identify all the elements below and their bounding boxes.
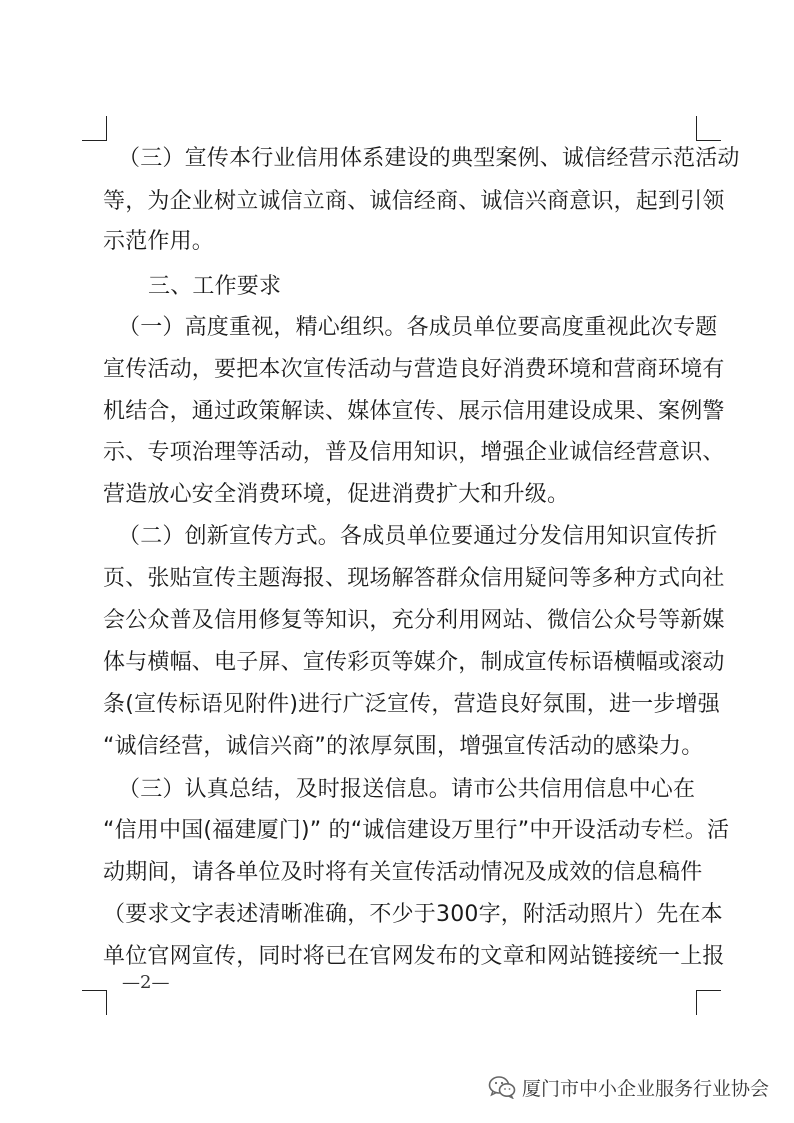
text-line: 单位官网宣传，同时将已在官网发布的文章和网站链接统一上报 [103, 944, 725, 969]
text-line: “诚信经营，诚信兴商”的浓厚氛围，增强宣传活动的感染力。 [103, 734, 704, 759]
watermark-text: 厦门市中小企业服务行业协会 [522, 1077, 770, 1100]
text-line: （要求文字表述清晰准确，不少于300字，附活动照片）先在本 [103, 902, 723, 927]
text-line: “信用中国(福建厦门)” 的“诚信建设万里行”中开设活动专栏。活 [103, 818, 730, 843]
corner-mark-bottom-left [82, 990, 107, 1015]
section-heading: 三、工作要求 [148, 274, 282, 299]
text-line: 机结合，通过政策解读、媒体宣传、展示信用建设成果、案例警 [103, 399, 725, 424]
text-line: （二）创新宣传方式。各成员单位要通过分发信用知识宣传折 [118, 524, 718, 549]
watermark [488, 1072, 769, 1102]
text-line: 宣传活动，要把本次宣传活动与营造良好消费环境和营商环境有 [103, 357, 725, 382]
text-line: 等，为企业树立诚信立商、诚信经商、诚信兴商意识，起到引领 [103, 189, 725, 214]
text-line: 会公众普及信用修复等知识，充分利用网站、微信公众号等新媒 [103, 608, 725, 633]
text-line: 体与横幅、电子屏、宣传彩页等媒介，制成宣传标语横幅或滚动 [103, 650, 725, 675]
text-line: 示、专项治理等活动，普及信用知识，增强企业诚信经营意识、 [103, 440, 725, 465]
corner-mark-bottom-right [696, 990, 721, 1015]
text-line: （一）高度重视，精心组织。各成员单位要高度重视此次专题 [118, 315, 718, 340]
corner-mark-top-left [82, 116, 107, 141]
text-line: 页、张贴宣传主题海报、现场解答群众信用疑问等多种方式向社 [103, 566, 725, 591]
text-line: （三）认真总结，及时报送信息。请市公共信用信息中心在 [118, 777, 696, 802]
text-line: 动期间，请各单位及时将有关宣传活动情况及成效的信息稿件 [103, 860, 703, 885]
text-line: 示范作用。 [103, 229, 215, 254]
text-line: （三）宣传本行业信用体系建设的典型案例、诚信经营示范活动 [118, 146, 740, 171]
text-line: 营造放心安全消费环境，促进消费扩大和升级。 [103, 482, 570, 507]
wechat-icon [488, 1075, 516, 1099]
corner-mark-top-right [696, 116, 721, 141]
text-line: 条(宣传标语见附件)进行广泛宣传，营造良好氛围，进一步增强 [103, 692, 720, 717]
page-number: —2— [122, 972, 170, 993]
